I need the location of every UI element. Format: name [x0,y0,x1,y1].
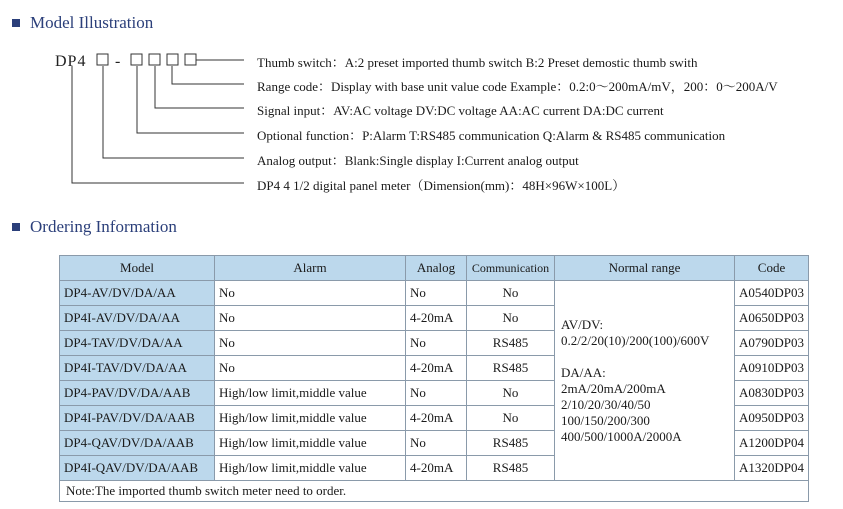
range-da-aa-label: DA/AA: [561,364,606,380]
cell-alarm: High/low limit,middle value [215,456,406,481]
table-note-row [60,481,809,502]
header-analog: Analog [406,256,467,281]
range-da-aa-line3: 100/150/200/300 [561,412,650,428]
cell-model: DP4I-AV/DV/DA/AA [60,306,215,331]
cell-alarm: High/low limit,middle value [215,406,406,431]
cell-normal-range [555,281,735,481]
code-box-analog [97,54,108,65]
header-model: Model [60,256,215,281]
cell-communication: No [467,306,555,331]
section-title: Ordering Information [30,217,177,236]
code-box-signal [149,54,160,65]
header-alarm: Alarm [215,256,406,281]
cell-communication: No [467,406,555,431]
desc-thumb-switch: Thumb switch：A:2 preset imported thumb switch B:2 Preset demostic thumb swith [257,55,698,70]
desc-signal-input: Signal input：AV:AC voltage DV:DC voltage AA:AC current DA:DC current [257,103,664,118]
header-communication: Communication [467,256,555,281]
cell-analog: No [406,281,467,306]
cell-communication: RS485 [467,356,555,381]
cell-alarm: High/low limit,middle value [215,431,406,456]
section-heading-ordering-information [12,217,177,237]
cell-alarm: No [215,331,406,356]
cell-analog: 4-20mA [406,406,467,431]
cell-alarm: No [215,356,406,381]
cell-model: DP4-TAV/DV/DA/AA [60,331,215,356]
cell-model: DP4-PAV/DV/DA/AAB [60,381,215,406]
code-box-thumb [185,54,196,65]
cell-code: A1320DP04 [735,456,809,481]
square-bullet-icon [12,223,20,231]
leader-lines [72,60,244,183]
cell-analog: No [406,381,467,406]
table-note: Note:The imported thumb switch meter need to order. [60,481,809,502]
code-box-function [131,54,142,65]
desc-optional-function: Optional function：P:Alarm T:RS485 communication Q:Alarm & RS485 communication [257,128,726,143]
cell-analog: 4-20mA [406,306,467,331]
cell-analog: No [406,431,467,456]
cell-code: A0650DP03 [735,306,809,331]
cell-code: A0910DP03 [735,356,809,381]
cell-code: A0790DP03 [735,331,809,356]
range-av-dv-label: AV/DV: [561,316,604,332]
range-da-aa-line4: 400/500/1000A/2000A [561,428,682,444]
cell-communication: RS485 [467,331,555,356]
cell-model: DP4-QAV/DV/DA/AAB [60,431,215,456]
ordering-table [59,255,809,502]
cell-communication: RS485 [467,431,555,456]
cell-alarm: No [215,281,406,306]
desc-panel-meter: DP4 4 1/2 digital panel meter（Dimension(mm)：48H×96W×100L） [257,178,626,193]
cell-code: A0540DP03 [735,281,809,306]
table-header-row [60,256,809,281]
model-prefix: DP4 [55,53,87,70]
cell-communication: RS485 [467,456,555,481]
range-av-dv-values: 0.2/2/20(10)/200(100)/600V [561,332,710,348]
cell-analog: 4-20mA [406,456,467,481]
cell-communication: No [467,381,555,406]
cell-alarm: High/low limit,middle value [215,381,406,406]
range-da-aa-line2: 2/10/20/30/40/50 [561,396,651,412]
cell-alarm: No [215,306,406,331]
code-box-range [167,54,178,65]
header-code: Code [735,256,809,281]
range-da-aa-line1: 2mA/20mA/200mA [561,380,666,396]
desc-range-code: Range code：Display with base unit value code Example：0.2:0～200mA/mV，200：0～200A/V [257,79,778,94]
cell-code: A1200DP04 [735,431,809,456]
header-normal-range: Normal range [555,256,735,281]
model-dash: - [115,53,122,70]
cell-analog: 4-20mA [406,356,467,381]
cell-model: DP4I-TAV/DV/DA/AA [60,356,215,381]
section-title: Model Illustration [30,13,154,32]
cell-code: A0950DP03 [735,406,809,431]
cell-model: DP4-AV/DV/DA/AA [60,281,215,306]
table-row [60,281,809,306]
cell-model: DP4I-PAV/DV/DA/AAB [60,406,215,431]
cell-code: A0830DP03 [735,381,809,406]
desc-analog-output: Analog output：Blank:Single display I:Current analog output [257,153,579,168]
cell-model: DP4I-QAV/DV/DA/AAB [60,456,215,481]
cell-communication: No [467,281,555,306]
cell-analog: No [406,331,467,356]
